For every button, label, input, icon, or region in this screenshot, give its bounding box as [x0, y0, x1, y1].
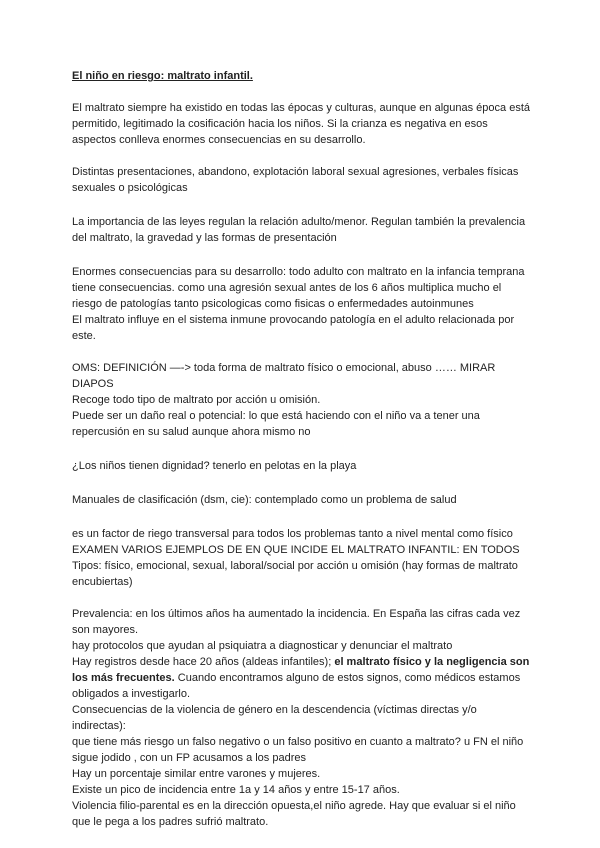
paragraph-presentations: Distintas presentaciones, abandono, explotación laboral sexual agresiones, verbales físicas sexuales o psicológicas [72, 166, 519, 194]
registries-text: Hay registros desde hace 20 años (aldeas infantiles); [72, 656, 335, 668]
paragraph-consequences: Enormes consecuencias para su desarrollo: todo adulto con maltrato en la infancia temprana tiene consecuencias. como una agresión sexual antes de los 6 años multiplica mucho el riesgo de patologías tanto psicologicas como fisicas o enfermedades autoinmunes [72, 266, 525, 310]
paragraph-oms-definition: OMS: DEFINICIÓN —-> toda forma de maltrato físico o emocional, abuso …… MIRAR DIAPOS [72, 362, 496, 390]
paragraph-laws: La importancia de las leyes regulan la relación adulto/menor. Regulan también la prevalencia del maltrato, la gravedad y las formas de presentación [72, 216, 526, 244]
paragraph-manuals: Manuales de clasificación (dsm, cie): contemplado como un problema de salud [72, 494, 457, 506]
paragraph-registries [72, 654, 532, 702]
paragraph-incidence-peak: Existe un pico de incidencia entre 1a y 14 años y entre 15-17 años. [72, 784, 400, 796]
registries-bold-text: el maltrato físico y la negligencia son los más frecuentes. [72, 656, 530, 684]
paragraph-protocols: hay protocolos que ayudan al psiquiatra a diagnosticar y denunciar el maltrato [72, 640, 453, 652]
paragraph-gender-percentage: Hay un porcentaje similar entre varones y mujeres. [72, 768, 321, 780]
paragraph-exam-note: EXAMEN VARIOS EJEMPLOS DE EN QUE INCIDE EL MALTRATO INFANTIL: EN TODOS [72, 544, 520, 556]
paragraph-history: El maltrato siempre ha existido en todas las épocas y culturas, aunque en algunas época está permitido, legitimado la cosificación hacia los niños. Si la crianza es negativa en esos aspectos conlleva enormes consecuencias en su desarrollo. [72, 102, 530, 146]
paragraph-action-omission: Recoge todo tipo de maltrato por acción u omisión. [72, 394, 321, 406]
document-title: El niño en riesgo: maltrato infantil. [72, 70, 253, 82]
paragraph-types: Tipos: físico, emocional, sexual, laboral/social por acción u omisión (hay formas de maltrato encubiertas) [72, 560, 518, 588]
document-body [72, 68, 532, 830]
paragraph-prevalence: Prevalencia: en los últimos años ha aumentado la incidencia. En España las cifras cada vez son mayores. [72, 608, 521, 636]
paragraph-dignity: ¿Los niños tienen dignidad? tenerlo en pelotas en la playa [72, 460, 357, 472]
paragraph-false-results: que tiene más riesgo un falso negativo o un falso positivo en cuanto a maltrato? u FN el niño sigue jodido , con un FP acusamos a los padres [72, 736, 524, 764]
paragraph-potential-harm: Puede ser un daño real o potencial: lo que está haciendo con el niño va a tener una repercusión en su salud aunque ahora mismo no [72, 410, 480, 438]
paragraph-immune: El maltrato influye en el sistema inmune provocando patología en el adulto relacionada por este. [72, 314, 515, 342]
paragraph-gender-violence: Consecuencias de la violencia de género en la descendencia (víctimas directas y/o indirectas): [72, 704, 477, 732]
registries-text-end: Cuando encontramos alguno de estos signos, como médicos estamos obligados a investigarlo. [72, 672, 521, 700]
paragraph-filio-parental: Violencia filio-parental es en la dirección opuesta,el niño agrede. Hay que evaluar si el niño que le pega a los padres sufrió maltrato. [72, 800, 516, 828]
paragraph-risk-factor: es un factor de riego transversal para todos los problemas tanto a nivel mental como físico [72, 528, 513, 540]
